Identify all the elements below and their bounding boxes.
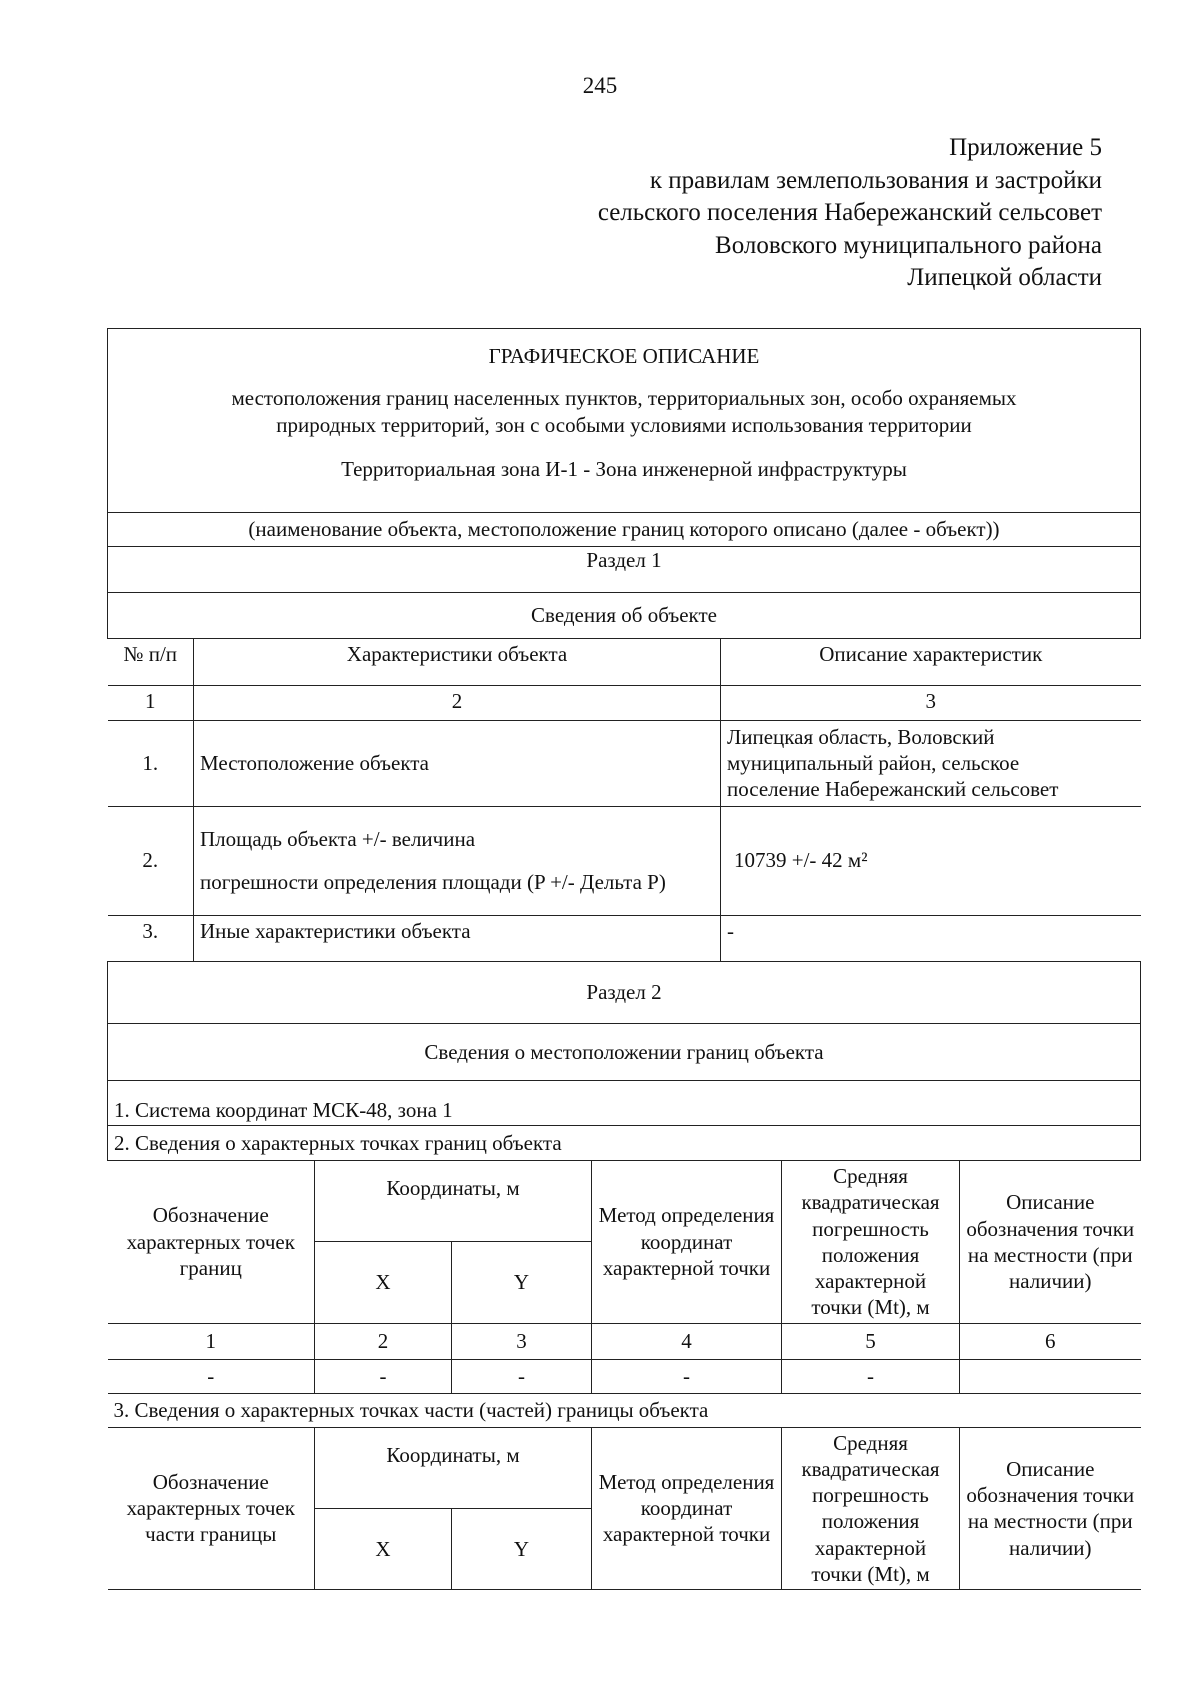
header-cell: № п/п: [108, 639, 194, 685]
appendix-line: сельского поселения Набережанский сельсовет: [597, 199, 1102, 226]
table-row: [108, 806, 1141, 915]
object-info-table: [108, 639, 1141, 961]
form-description: [128, 385, 1120, 438]
cell-empty: -: [108, 1359, 315, 1393]
cell-empty: -: [592, 1359, 782, 1393]
appendix-line: Липецкой области: [907, 264, 1102, 291]
section1-title: Сведения об объекте: [108, 593, 1141, 639]
row-value: [721, 806, 1141, 915]
name-line: Площадь объекта +/- величина: [200, 827, 476, 852]
object-info-table-cell: [108, 639, 1141, 962]
row-number: 3.: [108, 915, 194, 961]
appendix-line: к правилам землепользования и застройки: [649, 166, 1102, 194]
value-line: Липецкая область, Воловский: [727, 724, 995, 749]
appendix-header: [598, 132, 1102, 295]
header-method: Метод определения координат характерной точки: [592, 1427, 782, 1590]
form-title: ГРАФИЧЕСКОЕ ОПИСАНИЕ: [488, 344, 760, 368]
row-name: [194, 806, 721, 915]
table-row: [108, 720, 1141, 806]
column-number: 3: [721, 685, 1141, 720]
section2-label: Раздел 2: [108, 962, 1141, 1024]
header-designation: Обозначение характерных точек границ: [108, 1161, 315, 1323]
header-method: Метод определения координат характерной точки: [592, 1161, 782, 1323]
description-line: природных территорий, зон с особыми условиями использования территории: [276, 412, 972, 437]
appendix-line: Приложение 5: [949, 134, 1102, 161]
value-line: муниципальный район, сельское: [727, 750, 1020, 775]
header-description: Описание обозначения точки на местности (при наличии): [960, 1161, 1141, 1323]
header-designation: Обозначение характерных точек части границы: [108, 1427, 315, 1590]
object-note: (наименование объекта, местоположение границ которого описано (далее - объект)): [108, 513, 1141, 547]
header-x: X: [315, 1509, 452, 1590]
column-number: 1: [108, 1323, 315, 1359]
section1-label: Раздел 1: [108, 547, 1141, 593]
section2-title: Сведения о местоположении границ объекта: [108, 1024, 1141, 1081]
row-name: Местоположение объекта: [194, 720, 721, 806]
value-line: поселение Набережанский сельсовет: [727, 777, 1059, 802]
points-title: 2. Сведения о характерных точках границ объекта: [108, 1126, 1141, 1161]
coordinate-system: 1. Система координат МСК-48, зона 1: [108, 1081, 1141, 1126]
boundary-points-table: [108, 1161, 1141, 1590]
header-y: Y: [452, 1509, 592, 1590]
row-name: Иные характеристики объекта: [194, 915, 721, 961]
row-number: 1.: [108, 720, 194, 806]
zone-name: Территориальная зона И-1 - Зона инженерной инфраструктуры: [341, 456, 907, 481]
cell-empty: [960, 1359, 1141, 1393]
column-number: 6: [960, 1323, 1141, 1359]
row-value: -: [721, 915, 1141, 961]
page-number: 245: [582, 73, 618, 98]
column-number: 4: [592, 1323, 782, 1359]
header-cell: Описание характеристик: [721, 639, 1141, 685]
header-error: Средняя квадратическая погрешность положения характерной точки (Mt), м: [782, 1427, 960, 1590]
area-value: 10739 +/- 42 м²: [734, 848, 868, 873]
graphic-description-form: [107, 328, 1141, 1590]
header-error: Средняя квадратическая погрешность положения характерной точки (Mt), м: [782, 1161, 960, 1323]
appendix-line: Воловского муниципального района: [715, 231, 1102, 259]
name-line: погрешности определения площади (P +/- Дельта P): [200, 869, 666, 894]
cell-empty: -: [452, 1359, 592, 1393]
cell-empty: -: [782, 1359, 960, 1393]
description-line: местоположения границ населенных пунктов, территориальных зон, особо охраняемых: [231, 386, 1017, 411]
part-points-title: 3. Сведения о характерных точках части (частей) границы объекта: [108, 1393, 1141, 1427]
header-cell: Характеристики объекта: [194, 639, 721, 685]
column-number: 3: [452, 1323, 592, 1359]
points-table-cell: [108, 1161, 1141, 1591]
column-number: 1: [108, 685, 194, 720]
cell-empty: -: [315, 1359, 452, 1393]
column-number: 2: [315, 1323, 452, 1359]
column-number: 2: [194, 685, 721, 720]
header-coordinates: Координаты, м: [315, 1427, 592, 1509]
column-number: 5: [782, 1323, 960, 1359]
table-row: [108, 915, 1141, 961]
header-description: Описание обозначения точки на местности (при наличии): [960, 1427, 1141, 1590]
intro-block: [108, 329, 1141, 513]
table-row: [108, 1359, 1141, 1393]
header-y: Y: [452, 1241, 592, 1323]
row-value: [721, 720, 1141, 806]
header-x: X: [315, 1241, 452, 1323]
header-coordinates: Координаты, м: [315, 1161, 592, 1241]
row-number: 2.: [108, 806, 194, 915]
